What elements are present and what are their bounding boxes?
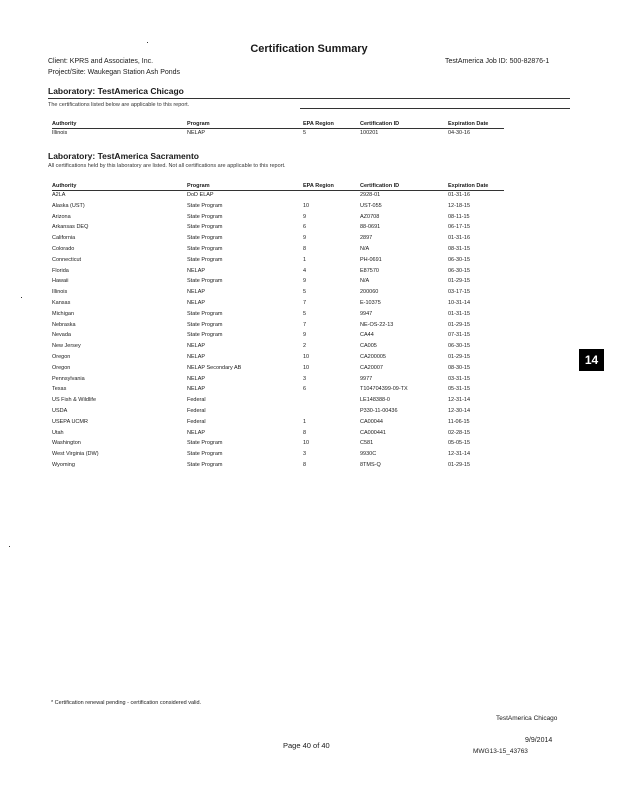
- sacramento-cell-certification-id: CA44: [360, 332, 374, 339]
- sacramento-cell-expiration-date: 01-29-15: [448, 321, 471, 328]
- sacramento-cell-epa-region: 1: [303, 256, 307, 263]
- sacramento-cell-expiration-date: 03-31-15: [448, 375, 471, 382]
- sacramento-cell-authority: Oregon: [52, 364, 71, 371]
- chicago-header-rule: [52, 128, 504, 129]
- sacramento-cell-expiration-date: 10-31-14: [448, 300, 471, 306]
- sacramento-cell-expiration-date: 01-29-15: [448, 278, 471, 285]
- sacramento-cell-certification-id: 9947: [360, 310, 373, 317]
- chicago-header-epa-region: EPA Region: [303, 121, 334, 127]
- sacramento-cell-epa-region: 1: [303, 418, 307, 425]
- sacramento-cell-expiration-date: 06-30-15: [448, 256, 471, 263]
- sacramento-cell-expiration-date: 08-30-15: [448, 364, 471, 371]
- sacramento-cell-authority: Kansas: [52, 300, 71, 306]
- sacramento-cell-program: NELAP: [187, 429, 206, 436]
- sacramento-cell-certification-id: 2928-01: [360, 192, 381, 198]
- section-tab-14: 14: [579, 349, 604, 371]
- sacramento-cell-epa-region: 9: [303, 235, 307, 242]
- chicago-header-program: Program: [187, 121, 210, 127]
- sacramento-cell-program: State Program: [187, 224, 223, 231]
- sacramento-cell-program: NELAP Secondary AB: [187, 364, 242, 371]
- sacramento-header-authority: Authority: [52, 183, 77, 189]
- sacramento-cell-certification-id: LE148388-0: [360, 397, 390, 404]
- sacramento-cell-program: NELAP: [187, 386, 206, 393]
- sacramento-cell-authority: Hawaii: [52, 278, 69, 285]
- sacramento-cell-epa-region: 8: [303, 429, 307, 436]
- project-site: Project/Site: Waukegan Station Ash Ponds: [48, 69, 181, 76]
- sacramento-cell-epa-region: 9: [303, 278, 307, 285]
- sacramento-cell-certification-id: 200060: [360, 289, 379, 296]
- sacramento-cell-program: State Program: [187, 246, 223, 252]
- sacramento-cell-authority: Utah: [52, 429, 64, 436]
- sacramento-cell-expiration-date: 01-31-15: [448, 310, 471, 317]
- sacramento-cell-certification-id: E-10375: [360, 300, 381, 306]
- sacramento-cell-certification-id: AZ0708: [360, 213, 380, 220]
- sacramento-cell-program: Federal: [187, 418, 206, 425]
- sacramento-cell-expiration-date: 05-05-15: [448, 440, 471, 447]
- chicago-header-authority: Authority: [52, 121, 77, 127]
- sacramento-cell-epa-region: 9: [303, 332, 307, 339]
- chicago-header-certification-id: Certification ID: [360, 121, 400, 127]
- sacramento-cell-epa-region: 3: [303, 451, 307, 458]
- sacramento-cell-certification-id: PH-0691: [360, 256, 382, 263]
- sacramento-cell-program: State Program: [187, 440, 223, 447]
- sacramento-cell-program: State Program: [187, 235, 223, 242]
- sacramento-cell-expiration-date: 08-11-15: [448, 213, 470, 220]
- sacramento-cell-expiration-date: 12-30-14: [448, 408, 471, 414]
- sacramento-cell-authority: Illinois: [52, 289, 68, 296]
- sacramento-cell-program: State Program: [187, 213, 223, 220]
- sacramento-cell-program: State Program: [187, 462, 223, 468]
- sacramento-cell-authority: Pennsylvania: [52, 375, 85, 382]
- chicago-cell-certification-id: 100201: [360, 130, 379, 136]
- sacramento-cell-authority: Connecticut: [52, 256, 82, 263]
- sacramento-cell-epa-region: 10: [303, 364, 310, 371]
- sacramento-cell-expiration-date: 01-29-15: [448, 462, 471, 468]
- sacramento-cell-certification-id: 9930C: [360, 451, 377, 458]
- sacramento-cell-program: NELAP: [187, 354, 206, 360]
- sacramento-cell-epa-region: 10: [303, 440, 310, 447]
- sacramento-cell-program: NELAP: [187, 343, 206, 350]
- sacramento-cell-epa-region: 10: [303, 354, 310, 360]
- sacramento-cell-expiration-date: 08-31-15: [448, 246, 471, 252]
- sacramento-cell-authority: USDA: [52, 408, 68, 414]
- sacramento-cell-program: DoD ELAP: [187, 192, 214, 198]
- sacramento-cell-expiration-date: 11-06-15: [448, 418, 470, 425]
- sacramento-cell-expiration-date: 01-31-16: [448, 192, 471, 198]
- page-title: Certification Summary: [250, 43, 368, 55]
- scan-speck: [21, 297, 22, 298]
- sacramento-header-epa-region: EPA Region: [303, 183, 334, 189]
- sacramento-cell-certification-id: 8TMS-Q: [360, 462, 381, 468]
- sacramento-cell-authority: Oregon: [52, 354, 71, 360]
- sacramento-cell-epa-region: 8: [303, 246, 307, 252]
- sacramento-header-program: Program: [187, 183, 210, 189]
- sacramento-cell-authority: Alaska (UST): [52, 202, 85, 209]
- sacramento-cell-program: NELAP: [187, 375, 206, 382]
- sacramento-cell-epa-region: 10: [303, 202, 310, 209]
- sacramento-cell-program: Federal: [187, 397, 206, 404]
- sacramento-header-rule: [52, 190, 504, 191]
- sacramento-cell-epa-region: 6: [303, 224, 307, 231]
- job-id: TestAmerica Job ID: 500-82876-1: [445, 58, 550, 65]
- sacramento-cell-expiration-date: 12-31-14: [448, 451, 471, 458]
- sacramento-cell-certification-id: E87570: [360, 267, 379, 274]
- chicago-cell-authority: Illinois: [52, 130, 68, 136]
- sacramento-cell-authority: USEPA UCMR: [52, 418, 88, 425]
- sacramento-cell-authority: Wyoming: [52, 462, 75, 468]
- sacramento-cell-certification-id: N/A: [360, 278, 370, 285]
- sacramento-cell-expiration-date: 06-17-15: [448, 224, 471, 231]
- chicago-cell-epa-region: 5: [303, 130, 307, 136]
- sacramento-cell-program: NELAP: [187, 267, 206, 274]
- chicago-note: The certifications listed below are applicable to this report.: [48, 102, 190, 108]
- sacramento-cell-certification-id: 2897: [360, 235, 373, 242]
- sacramento-cell-expiration-date: 02-28-15: [448, 429, 471, 436]
- sacramento-cell-authority: A2LA: [52, 192, 66, 198]
- sacramento-cell-certification-id: CA005: [360, 343, 377, 350]
- scan-speck: [147, 42, 148, 43]
- sacramento-cell-epa-region: 8: [303, 462, 307, 468]
- sacramento-cell-program: NELAP: [187, 289, 206, 296]
- sacramento-cell-authority: US Fish & Wildlife: [52, 397, 97, 404]
- sacramento-cell-certification-id: 9977: [360, 375, 373, 382]
- sacramento-cell-epa-region: 9: [303, 213, 307, 220]
- chicago-note-rule: [300, 108, 570, 109]
- sacramento-cell-authority: West Virginia (DW): [52, 451, 99, 458]
- sacramento-cell-certification-id: CA00044: [360, 418, 383, 425]
- sacramento-cell-expiration-date: 12-18-15: [448, 202, 471, 209]
- sacramento-cell-authority: Washington: [52, 440, 81, 447]
- sacramento-note: All certifications held by this laboratory are listed. Not all certifications are applicable to this report.: [48, 163, 286, 169]
- sacramento-cell-certification-id: NE-OS-22-13: [360, 321, 394, 328]
- sacramento-cell-expiration-date: 12-31-14: [448, 397, 471, 404]
- client-name: Client: KPRS and Associates, Inc.: [48, 58, 154, 65]
- sacramento-cell-expiration-date: 01-29-15: [448, 354, 471, 360]
- footnote: * Certification renewal pending - certification considered valid.: [51, 700, 202, 706]
- sacramento-cell-expiration-date: 06-30-15: [448, 267, 471, 274]
- sacramento-cell-epa-region: 3: [303, 375, 307, 382]
- sacramento-cell-expiration-date: 07-31-15: [448, 332, 471, 339]
- sacramento-cell-authority: Texas: [52, 386, 67, 393]
- sacramento-cell-certification-id: 88-0691: [360, 224, 381, 231]
- sacramento-cell-program: State Program: [187, 451, 223, 458]
- chicago-cell-expiration-date: 04-30-16: [448, 130, 471, 136]
- sacramento-cell-epa-region: 7: [303, 300, 307, 306]
- sacramento-cell-certification-id: C581: [360, 440, 374, 447]
- footer-lab-name: TestAmerica Chicago: [496, 715, 558, 722]
- sacramento-cell-authority: California: [52, 235, 76, 242]
- sacramento-cell-authority: Arizona: [52, 213, 71, 220]
- page-number: Page 40 of 40: [283, 741, 330, 750]
- sacramento-cell-certification-id: CA20007: [360, 364, 383, 371]
- sacramento-cell-epa-region: 2: [303, 343, 307, 350]
- sacramento-cell-expiration-date: 06-30-15: [448, 343, 471, 350]
- sacramento-cell-certification-id: N/A: [360, 246, 370, 252]
- sacramento-cell-authority: Nebraska: [52, 321, 76, 328]
- sacramento-cell-authority: Michigan: [52, 310, 75, 317]
- sacramento-cell-program: State Program: [187, 332, 223, 339]
- sacramento-cell-program: State Program: [187, 256, 223, 263]
- sacramento-cell-program: State Program: [187, 321, 223, 328]
- document-id: MWG13-15_43763: [473, 748, 528, 755]
- sacramento-cell-expiration-date: 05-31-15: [448, 386, 471, 393]
- sacramento-cell-epa-region: 4: [303, 267, 307, 274]
- sacramento-cell-program: State Program: [187, 310, 223, 317]
- sacramento-cell-program: NELAP: [187, 300, 206, 306]
- sacramento-cell-authority: Nevada: [52, 332, 71, 339]
- sacramento-cell-epa-region: 5: [303, 310, 307, 317]
- sacramento-cell-authority: Florida: [52, 267, 69, 274]
- sacramento-header-certification-id: Certification ID: [360, 183, 400, 189]
- sacramento-cell-program: Federal: [187, 408, 206, 414]
- sacramento-cell-epa-region: 7: [303, 321, 307, 328]
- sacramento-cell-certification-id: T104704399-09-TX: [360, 386, 408, 393]
- chicago-cell-program: NELAP: [187, 130, 206, 136]
- sacramento-cell-authority: Colorado: [52, 246, 75, 252]
- chicago-lab-heading: Laboratory: TestAmerica Chicago: [48, 86, 184, 96]
- sacramento-cell-authority: New Jersey: [52, 343, 81, 350]
- sacramento-cell-authority: Arkansas DEQ: [52, 224, 89, 231]
- chicago-header-expiration-date: Expiration Date: [448, 121, 489, 127]
- sacramento-cell-expiration-date: 03-17-15: [448, 289, 471, 296]
- sacramento-cell-epa-region: 6: [303, 386, 307, 393]
- scan-speck: [9, 546, 10, 547]
- sacramento-header-expiration-date: Expiration Date: [448, 183, 489, 189]
- sacramento-cell-expiration-date: 01-31-16: [448, 235, 471, 242]
- chicago-heading-rule: [48, 98, 570, 99]
- sacramento-cell-epa-region: 5: [303, 289, 307, 296]
- sacramento-cell-program: State Program: [187, 202, 223, 209]
- sacramento-cell-certification-id: UST-055: [360, 202, 382, 209]
- sacramento-cell-program: State Program: [187, 278, 223, 285]
- sacramento-lab-heading: Laboratory: TestAmerica Sacramento: [48, 151, 200, 161]
- footer-date: 9/9/2014: [525, 737, 553, 744]
- sacramento-cell-certification-id: CA000441: [360, 429, 386, 436]
- sacramento-cell-certification-id: CA200005: [360, 354, 386, 360]
- sacramento-cell-certification-id: P330-11-00436: [360, 408, 398, 414]
